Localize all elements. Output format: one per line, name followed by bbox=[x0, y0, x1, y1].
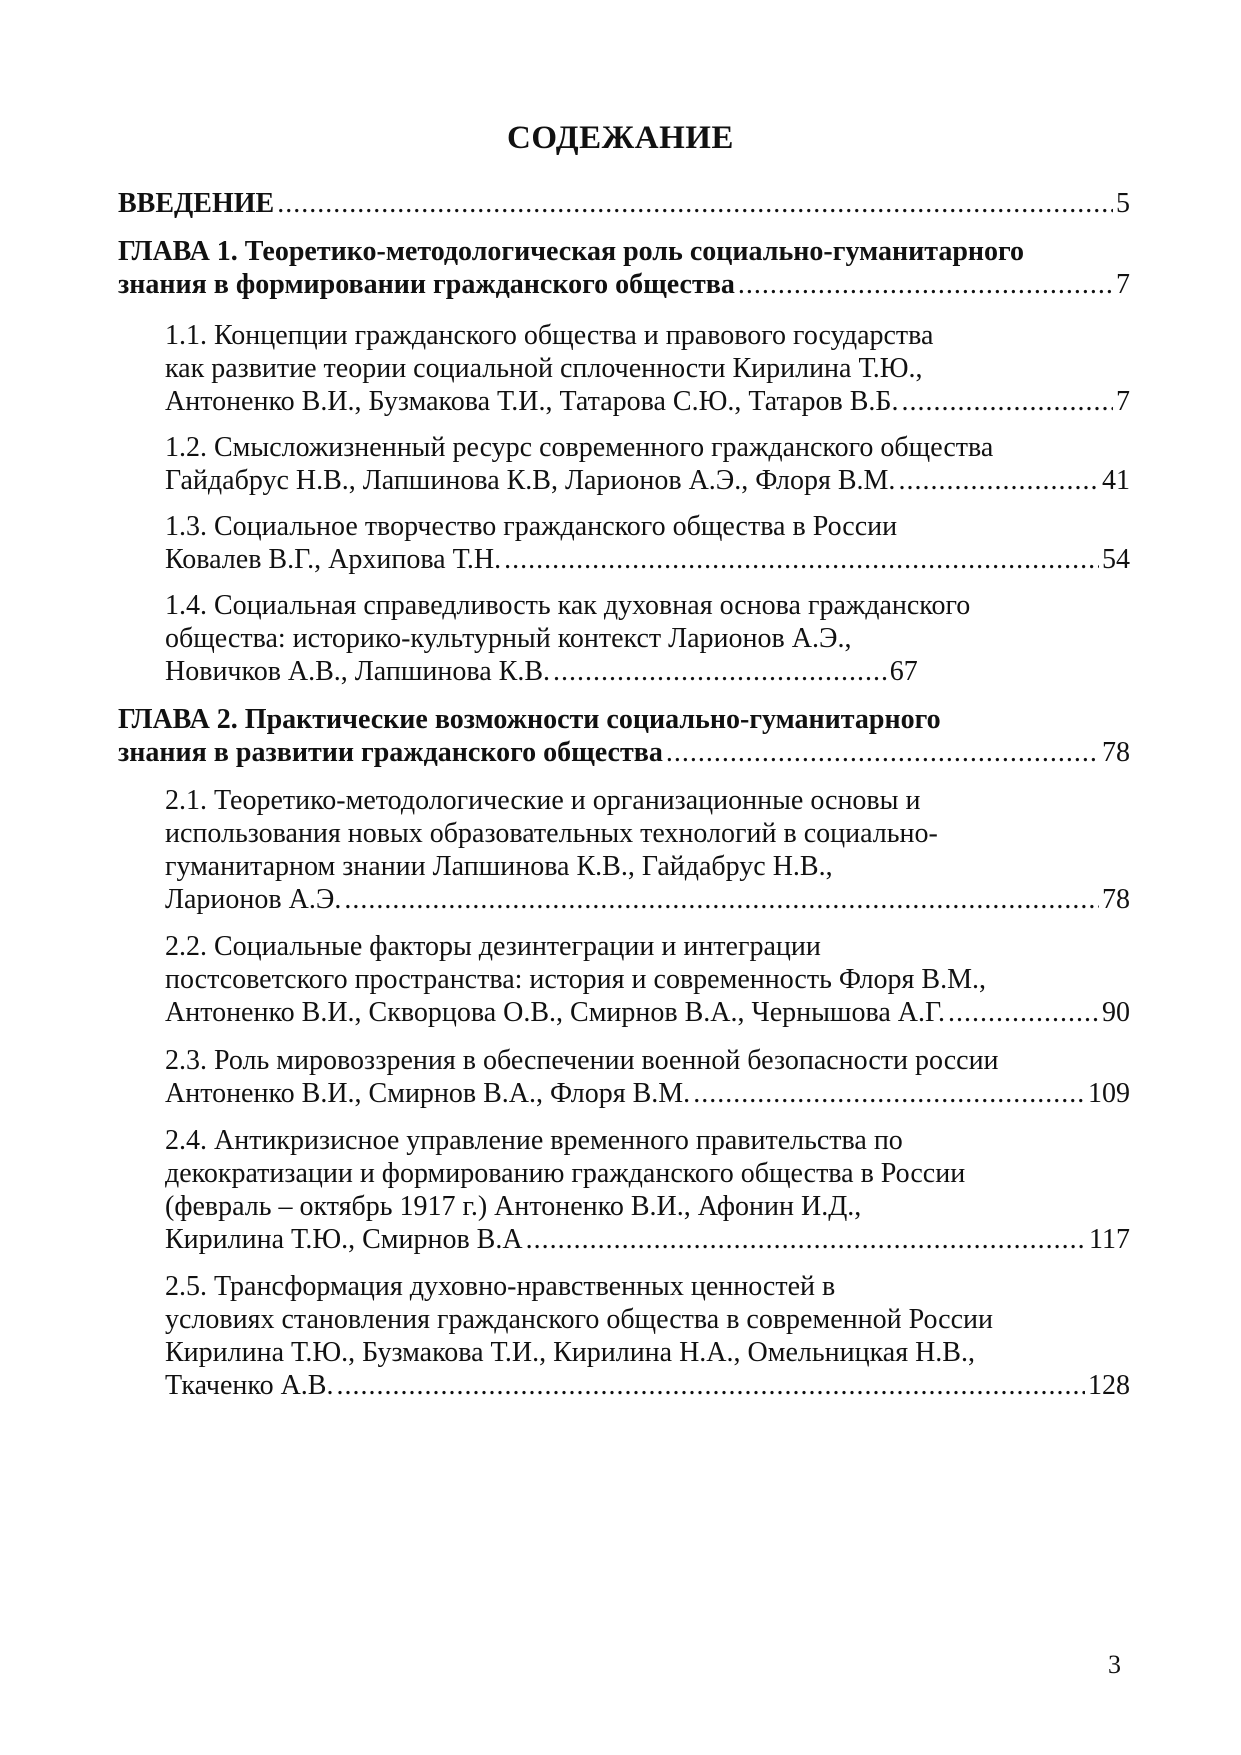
toc-entry-section-2-4[interactable] bbox=[118, 1124, 1130, 1256]
toc-page-number: 7 bbox=[1116, 386, 1130, 417]
toc-entry-authors: Ларионов А.Э. bbox=[165, 884, 342, 915]
toc-entry-line: 2.4. Антикризисное управление временного правительства по bbox=[165, 1125, 903, 1156]
toc-page-number: 41 bbox=[1102, 465, 1130, 496]
toc-entry-chapter-1[interactable] bbox=[118, 235, 1130, 301]
toc-entry-section-2-3[interactable] bbox=[118, 1044, 1130, 1110]
toc-entry-line: 1.3. Социальное творчество гражданского общества в России bbox=[165, 511, 898, 542]
toc-entry-title: знания в развитии гражданского общества bbox=[118, 737, 663, 768]
toc-entry-line: 1.4. Социальная справедливость как духовная основа гражданского bbox=[165, 590, 971, 621]
dot-leader bbox=[504, 543, 1099, 576]
toc-entry-title: ВВЕДЕНИЕ bbox=[118, 188, 275, 219]
dot-leader bbox=[693, 1077, 1085, 1110]
dot-leader bbox=[344, 883, 1099, 916]
toc-entry-intro[interactable] bbox=[118, 187, 1130, 220]
toc-entry-line: Кирилина Т.Ю., Бузмакова Т.И., Кирилина Н.А., Омельницкая Н.В., bbox=[165, 1337, 975, 1368]
toc-entry-line: (февраль – октябрь 1917 г.) Антоненко В.И., Афонин И.Д., bbox=[165, 1191, 862, 1222]
toc-entry-line: общества: историко-культурный контекст Ларионов А.Э., bbox=[165, 623, 852, 654]
toc-page-number: 90 bbox=[1102, 997, 1130, 1028]
toc-entry-section-1-3[interactable] bbox=[118, 510, 1130, 576]
dot-leader bbox=[901, 385, 1113, 418]
dot-leader bbox=[666, 736, 1099, 769]
toc-entry-authors: Кирилина Т.Ю., Смирнов В.А bbox=[165, 1224, 523, 1255]
toc-entry-line: декократизации и формированию гражданского общества в России bbox=[165, 1158, 966, 1189]
toc-page-number: 7 bbox=[1116, 269, 1130, 300]
toc-entry-line: гуманитарном знании Лапшинова К.В., Гайдабрус Н.В., bbox=[165, 851, 833, 882]
toc-entry-line: условиях становления гражданского общества в современной России bbox=[165, 1304, 993, 1335]
toc-entry-line: ГЛАВА 1. Теоретико-методологическая роль социально-гуманитарного bbox=[118, 236, 1025, 267]
toc-entry-line: 1.2. Смысложизненный ресурс современного гражданского общества bbox=[165, 432, 994, 463]
toc-entry-section-2-1[interactable] bbox=[118, 784, 1130, 916]
toc-entry-line: 1.1. Концепции гражданского общества и правового государства bbox=[165, 320, 934, 351]
dot-leader bbox=[948, 996, 1099, 1029]
toc-entry-authors: Новичков А.В., Лапшинова К.В. bbox=[165, 656, 550, 687]
toc-entry-line: постсоветского пространства: история и современность Флоря В.М., bbox=[165, 964, 986, 995]
dot-leader bbox=[277, 187, 1113, 220]
toc-entry-section-2-2[interactable] bbox=[118, 930, 1130, 1029]
toc-entry-section-1-4[interactable] bbox=[118, 589, 1130, 688]
toc-page-number: 67 bbox=[889, 656, 918, 687]
toc-page-number: 54 bbox=[1102, 544, 1130, 575]
toc-entry-line: 2.5. Трансформация духовно-нравственных ценностей в bbox=[165, 1271, 836, 1302]
toc-entry-line: 2.2. Социальные факторы дезинтеграции и интеграции bbox=[165, 931, 821, 962]
toc-entry-authors: Ткаченко А.В. bbox=[165, 1370, 334, 1401]
toc-entry-chapter-2[interactable] bbox=[118, 703, 1130, 769]
toc-entry-authors: Гайдабрус Н.В., Лапшинова К.В, Ларионов А.Э., Флоря В.М. bbox=[165, 465, 896, 496]
toc-page-number: 128 bbox=[1088, 1370, 1130, 1401]
toc-page-number: 109 bbox=[1088, 1078, 1130, 1109]
dot-leader bbox=[898, 464, 1099, 497]
page-title: СОДЕЖАНИЕ bbox=[507, 120, 734, 156]
dot-leader bbox=[526, 1223, 1086, 1256]
toc-entry-line: ГЛАВА 2. Практические возможности социально-гуманитарного bbox=[118, 704, 941, 735]
toc-entry-authors: Ковалев В.Г., Архипова Т.Н. bbox=[165, 544, 502, 575]
table-of-contents bbox=[118, 187, 1130, 1402]
toc-entry-section-2-5[interactable] bbox=[118, 1270, 1130, 1402]
page-number: 3 bbox=[1108, 1650, 1121, 1679]
dot-leader bbox=[336, 1369, 1085, 1402]
toc-entry-section-1-1[interactable] bbox=[118, 319, 1130, 418]
toc-entry-authors: Антоненко В.И., Смирнов В.А., Флоря В.М. bbox=[165, 1078, 691, 1109]
toc-page-number: 117 bbox=[1089, 1224, 1130, 1255]
toc-page-number: 78 bbox=[1102, 884, 1130, 915]
toc-page-number: 78 bbox=[1102, 737, 1130, 768]
toc-entry-title: знания в формировании гражданского общества bbox=[118, 269, 735, 300]
toc-entry-authors: Антоненко В.И., Бузмакова Т.И., Татарова С.Ю., Татаров В.Б. bbox=[165, 386, 899, 417]
toc-entry-authors: Антоненко В.И., Скворцова О.В., Смирнов В.А., Чернышова А.Г. bbox=[165, 997, 946, 1028]
dot-leader bbox=[738, 268, 1113, 301]
toc-entry-line: 2.1. Теоретико-методологические и организационные основы и bbox=[165, 785, 921, 816]
toc-page-number: 5 bbox=[1116, 188, 1130, 219]
dot-leader bbox=[553, 655, 887, 688]
toc-entry-line: 2.3. Роль мировоззрения в обеспечении военной безопасности россии bbox=[165, 1045, 999, 1076]
toc-entry-line: как развитие теории социальной сплоченности Кирилина Т.Ю., bbox=[165, 353, 923, 384]
toc-entry-line: использования новых образовательных технологий в социально- bbox=[165, 818, 938, 849]
toc-entry-section-1-2[interactable] bbox=[118, 431, 1130, 497]
